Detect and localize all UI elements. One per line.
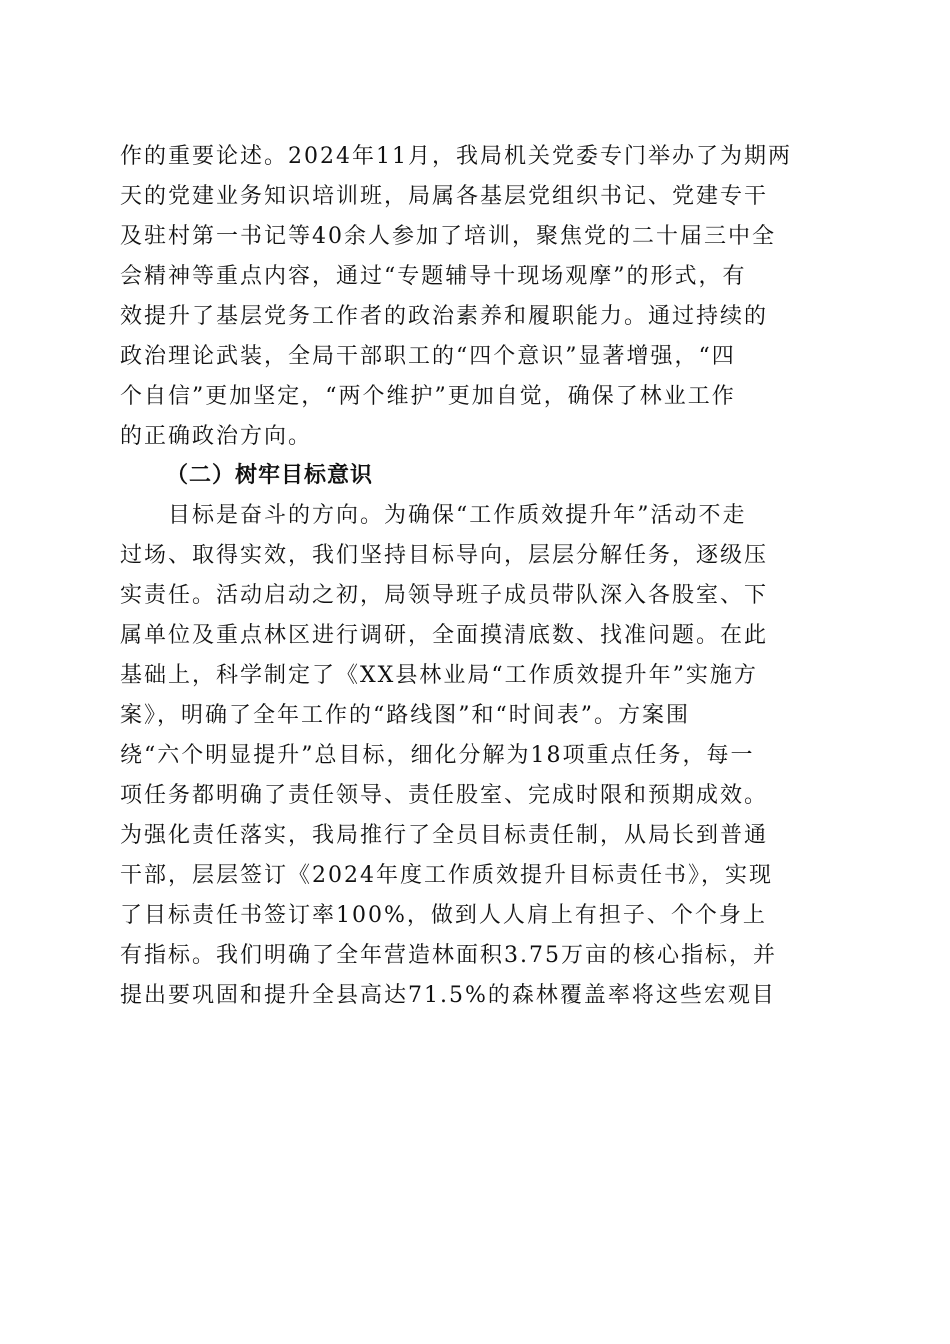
text-line: 为强化责任落实，我局推行了全员目标责任制，从局长到普通 bbox=[120, 823, 769, 848]
text-line: 作的重要论述。2024年11月，我局机关党委专门举办了为期两 bbox=[120, 144, 792, 169]
section-heading: （二）树牢目标意识 bbox=[166, 463, 374, 488]
text-line: 政治理论武装，全局干部职工的“四个意识”显著增强，“四 bbox=[120, 344, 736, 369]
text-line: 会精神等重点内容，通过“专题辅导十现场观摩”的形式，有 bbox=[120, 264, 747, 289]
text-line: 实责任。活动启动之初，局领导班子成员带队深入各股室、下 bbox=[120, 583, 769, 608]
text-line: 效提升了基层党务工作者的政治素养和履职能力。通过持续的 bbox=[120, 304, 769, 329]
text-line: 有指标。我们明确了全年营造林面积3.75万亩的核心指标，并 bbox=[120, 943, 777, 968]
text-line: 属单位及重点林区进行调研，全面摸清底数、找准问题。在此 bbox=[120, 623, 769, 648]
text-line: 干部，层层签订《2024年度工作质效提升目标责任书》，实现 bbox=[120, 863, 773, 888]
text-line: 项任务都明确了责任领导、责任股室、完成时限和预期成效。 bbox=[120, 783, 769, 808]
text-line: 天的党建业务知识培训班，局属各基层党组织书记、党建专干 bbox=[120, 184, 769, 209]
text-line: 绕“六个明显提升”总目标，细化分解为18项重点任务，每一 bbox=[120, 743, 755, 768]
text-line: 目标是奋斗的方向。为确保“工作质效提升年”活动不走 bbox=[168, 503, 747, 528]
text-line: 提出要巩固和提升全县高达71.5%的森林覆盖率将这些宏观目 bbox=[120, 983, 776, 1008]
text-line: 的正确政治方向。 bbox=[120, 424, 313, 449]
text-line: 过场、取得实效，我们坚持目标导向，层层分解任务，逐级压 bbox=[120, 543, 769, 568]
text-line: 个自信”更加坚定，“两个维护”更加自觉，确保了林业工作 bbox=[120, 384, 736, 409]
text-line: 了目标责任书签订率100%，做到人人肩上有担子、个个身上 bbox=[120, 903, 767, 928]
text-line: 案》，明确了全年工作的“路线图”和“时间表”。方案围 bbox=[120, 703, 690, 728]
text-line: 基础上，科学制定了《XX县林业局“工作质效提升年”实施方 bbox=[120, 663, 758, 688]
text-line: 及驻村第一书记等40余人参加了培训，聚焦党的二十届三中全 bbox=[120, 224, 776, 249]
